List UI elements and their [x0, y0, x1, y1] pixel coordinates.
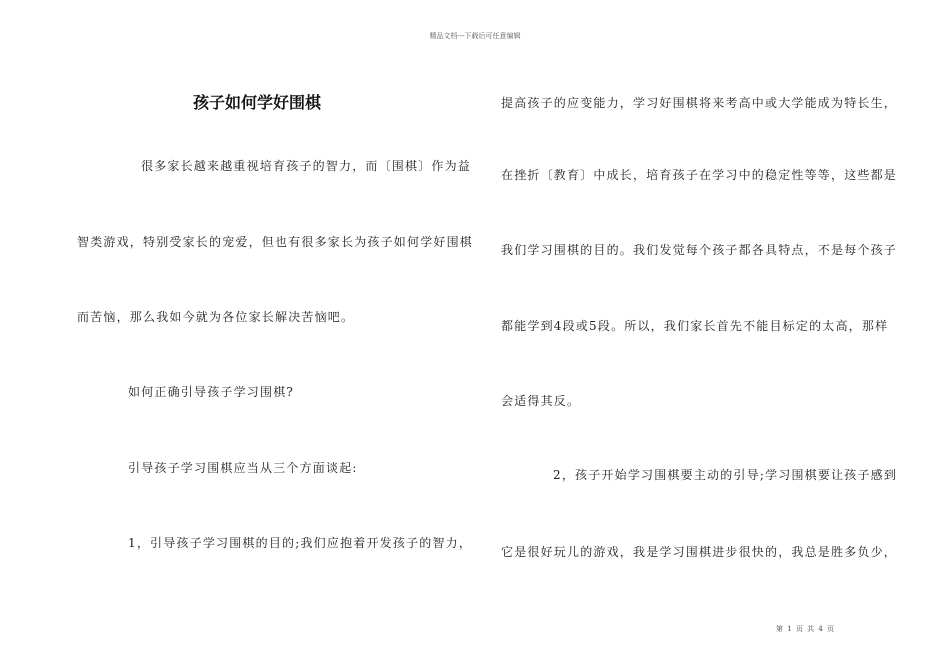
paragraph-line: 引导孩子学习围棋应当从三个方面谈起: [128, 461, 358, 475]
paragraph-line: 智类游戏，特别受家长的宠爱，但也有很多家长为孩子如何学好围棋 [77, 235, 474, 249]
paragraph-line: 提高孩子的应变能力，学习好围棋将来考高中或大学能成为特长生， [501, 96, 898, 110]
page-header: 精品文档---下载后可任意编辑 [429, 32, 521, 40]
paragraph-line: 在挫折〔教育〕中成长，培育孩子在学习中的稳定性等等，这些都是 [501, 168, 898, 182]
page-number: 第 1 页 共 4 页 [776, 625, 835, 633]
paragraph-line: 它是很好玩儿的游戏，我是学习围棋进步很快的，我总是胜多负少， [501, 545, 898, 559]
paragraph-line: 我们学习围棋的目的。我们发觉每个孩子都各具特点，不是每个孩子 [501, 243, 898, 257]
paragraph-line: 很多家长越来越重视培育孩子的智力，而〔围棋〕作为益 [141, 159, 472, 173]
paragraph-line: 2，孩子开始学习围棋要主动的引导;学习围棋要让孩子感到 [553, 468, 898, 482]
paragraph-line: 如何正确引导孩子学习围棋? [128, 385, 295, 399]
paragraph-line: 1，引导孩子学习围棋的目的;我们应抱着开发孩子的智力， [128, 536, 473, 550]
document-title: 孩子如何学好围棋 [193, 93, 322, 112]
paragraph-line: 会适得其反。 [501, 394, 581, 408]
paragraph-line: 而苦恼，那么我如今就为各位家长解决苦恼吧。 [77, 310, 355, 324]
paragraph-line: 都能学到4段或5段。所以，我们家长首先不能目标定的太高，那样 [501, 319, 889, 333]
